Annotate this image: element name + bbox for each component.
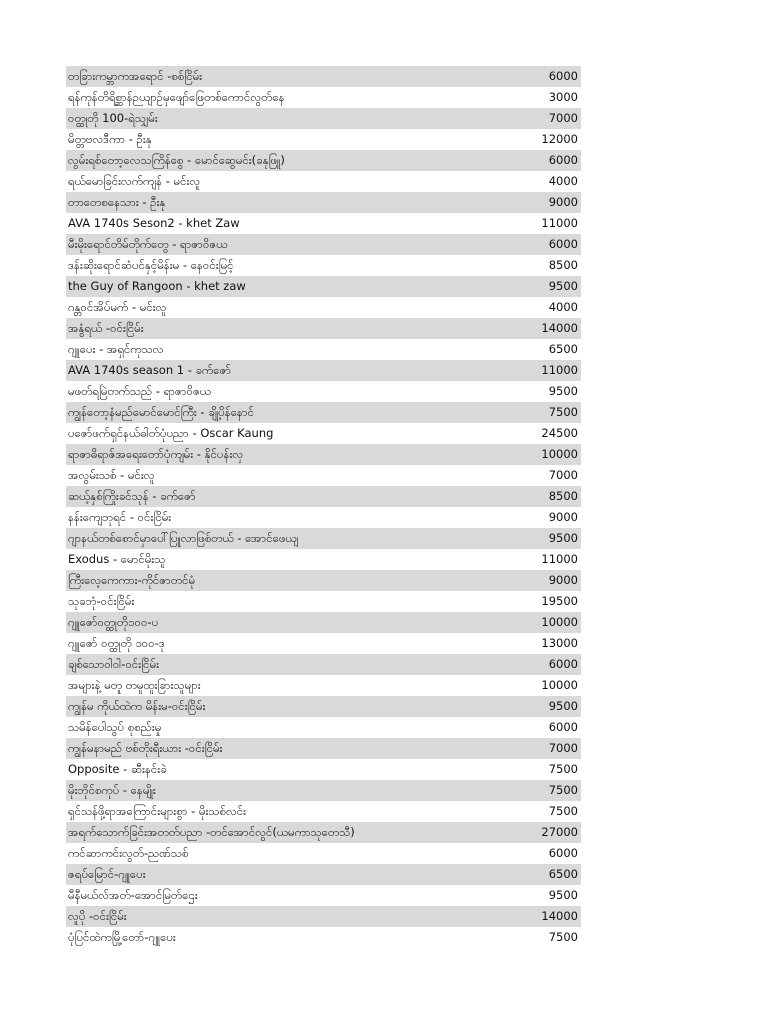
book-title-cell: ဆယ့်နှစ်ကြိုးခင်သုန် - ခက်ဇော် [68,489,196,503]
price-cell: 7500 [548,405,578,419]
table-row [66,843,581,864]
book-title-cell: ပုံပြင်ထဲကမြို့တော်-ဂျူပေး [68,930,176,944]
table-row [66,192,581,213]
price-cell: 9500 [548,384,578,398]
price-cell: 6000 [548,237,578,251]
book-title-cell: မီးမိုးရောင်တိမ်တိုက်တွေ - ရာဇာဝိဇယ [68,237,228,251]
table-row [66,738,581,759]
price-cell: 7500 [548,804,578,818]
table-row [66,507,581,528]
book-title-cell: ရယ်မောခြင်းလက်ကျန် - မင်းလူ [68,174,201,188]
price-cell: 14000 [541,909,578,923]
table-row [66,444,581,465]
price-cell: 8500 [548,489,578,503]
table-row [66,864,581,885]
table-row [66,906,581,927]
price-cell: 13000 [541,636,578,650]
table-row [66,780,581,801]
book-title-cell: မဖတ်ရမြဲတက်သည် - ရာဇာဝိဇယ [68,384,211,398]
price-cell: 24500 [541,426,578,440]
book-title-cell: သမိန်ပေါသွပ် စုစည်းမှု [68,720,162,734]
table-row [66,213,581,234]
table-row [66,633,581,654]
price-cell: 11000 [541,552,578,566]
book-title-cell: ဂန္တဝင်အိပ်မက် - မင်းလူ [68,300,167,314]
price-cell: 6000 [548,846,578,860]
price-cell: 9500 [548,279,578,293]
table-row [66,528,581,549]
book-title-cell: AVA 1740s Seson2 - khet Zaw [68,216,240,230]
book-title-cell: ရှင်သန်ဖို့ရာအကြောင်းများစွာ - မိုးသစ်လင်း [68,804,247,818]
table-row [66,297,581,318]
book-title-cell: အရက်သောက်ခြင်းအတတ်ပညာ -တင်အောင်လွင်(ယမကာသုတေသီ) [68,825,355,839]
price-cell: 7000 [548,741,578,755]
book-title-cell: ဒန်းဆိုးရောင်ဆံပင်နှင့်မိန်းမ - နေဝင်းမြင့် [68,258,234,272]
book-title-cell: မိုးဘိုင်စကုပ် - နေမျိုး [68,783,156,797]
price-cell: 10000 [541,678,578,692]
table-row [66,591,581,612]
price-cell: 9000 [548,510,578,524]
book-title-cell: ရန်ကုန်တိရိစ္ဆာန်ဉယျာဉ်မှဖျော်ဖြေတစ်ကောင်လွတ်နေ [68,90,285,104]
table-row [66,171,581,192]
book-title-cell: ကျွန်မ ကိုယ်ထဲက မိန်းမ-ဝင်းငြိမ်း [68,699,206,713]
price-cell: 11000 [541,216,578,230]
price-cell: 19500 [541,594,578,608]
book-title-cell: မီနီမယ်လ်အတ်-အောင်မြတ်ဌေး [68,888,198,902]
book-title-cell: အများနဲ့ မတူ တမူထူးခြားသူများ [68,678,201,692]
book-title-cell: ကျွန်မနာမည် ဗစ်တိုးရီးယား -ဝင်းငြိမ်း [68,741,223,755]
book-title-cell: Opposite - ဆီးနင်းခဲ [68,762,167,776]
book-title-cell: ဂျူဇော်ဝတ္ထုတို၁၀၀-ပ [68,615,159,629]
price-cell: 6000 [548,720,578,734]
book-title-cell: ဂျာနယ်တစ်စောင်မှာပေါ်ပြူလာဖြစ်တယ် - အောင်ဖေယျ [68,531,299,545]
price-cell: 14000 [541,321,578,335]
book-title-cell: အလွမ်းသစ် - မင်းလူ [68,468,155,482]
table-row [66,927,581,948]
book-title-cell: ဂျူဇော် ဝတ္ထုတို ၁၀၀-ဒု [68,636,165,650]
book-title-cell: ကြီးလေ့ကေကား-ကိုင်ဇာတင်မုံ [68,573,196,587]
book-price-table [66,66,581,948]
table-row [66,717,581,738]
table-row [66,339,581,360]
price-cell: 4000 [548,174,578,188]
table-row [66,654,581,675]
table-row [66,234,581,255]
table-row [66,87,581,108]
table-row [66,885,581,906]
table-row [66,759,581,780]
book-title-cell: နန်းကျေဘုရင် - ဝင်းငြိမ်း [68,510,172,524]
table-row [66,108,581,129]
table-row [66,402,581,423]
table-row [66,801,581,822]
book-title-cell: တခြားကမ္ဘာကအရောင် -စစ်ငြိမ်း [68,69,203,83]
table-row [66,570,581,591]
price-cell: 7500 [548,762,578,776]
price-cell: 9500 [548,699,578,713]
price-cell: 10000 [541,615,578,629]
table-row [66,675,581,696]
price-cell: 6000 [548,657,578,671]
table-row [66,360,581,381]
table-row [66,381,581,402]
price-cell: 9000 [548,573,578,587]
price-cell: 6000 [548,153,578,167]
book-title-cell: ကျွန်တော့နံမည်မောင်မောင်ကြီး - ချို့ပိန်နောင် [68,405,254,419]
price-cell: 27000 [541,825,578,839]
book-title-cell: ပဇော်ဖက်ရှင်နယ်ဓါတ်ပုံပညာ - Oscar Kaung [68,426,274,440]
book-title-cell: ဇရပ်မြောင်-ဂျူပေး [68,867,146,881]
price-cell: 7500 [548,930,578,944]
price-cell: 9000 [548,195,578,209]
price-cell: 4000 [548,300,578,314]
price-cell: 8500 [548,258,578,272]
table-row [66,150,581,171]
book-title-cell: တာတေစနေသား - ဦးနု [68,195,166,209]
table-row [66,822,581,843]
table-row [66,318,581,339]
book-title-cell: ကင်ဆာကင်းလွတ်-ညဏ်သစ် [68,846,189,860]
price-cell: 9500 [548,888,578,902]
book-title-cell: လူပို -ဝင်းငြိမ်း [68,909,127,923]
price-cell: 9500 [548,531,578,545]
book-title-cell: ရာဇာဓိရာဇ်အရေးတော်ပုံကျမ်း - နိုင်ပန်းလှ [68,447,244,461]
table-row [66,129,581,150]
book-title-cell: မိတ္တဗလဒီကာ - ဦးနု [68,132,152,146]
table-row [66,696,581,717]
table-row [66,423,581,444]
table-row [66,276,581,297]
book-title-cell: ချစ်သောဝါဝါ-ဝင်းငြိမ်း [68,657,159,671]
price-cell: 6500 [548,342,578,356]
price-cell: 7000 [548,111,578,125]
price-cell: 6000 [548,69,578,83]
price-cell: 7500 [548,783,578,797]
book-title-cell: လွမ်းရစ်တော့လေသကြိန်စွေ - မောင်ဆွေမင်း(ခနုဖြူ) [68,153,285,167]
table-row [66,255,581,276]
price-cell: 3000 [548,90,578,104]
table-row [66,549,581,570]
book-title-cell: ဝတ္ထုတို 100-ရဲသျှမ်း [68,111,158,125]
book-title-cell: Exodus - မောင်မိုးသူ [68,552,166,566]
book-title-cell: AVA 1740s season 1 - ခက်ဇော် [68,363,232,377]
table-row [66,465,581,486]
table-row [66,486,581,507]
price-cell: 7000 [548,468,578,482]
price-cell: 10000 [541,447,578,461]
book-title-cell: အနွံရယ် -ဝင်းငြိမ်း [68,321,144,335]
price-cell: 6500 [548,867,578,881]
price-cell: 12000 [541,132,578,146]
table-row [66,612,581,633]
book-title-cell: ဂျူပေး - အရှင်ကုသလ [68,342,164,356]
table-row [66,66,581,87]
book-title-cell: သုခဘုံ-ဝင်းငြိမ်း [68,594,135,608]
book-title-cell: the Guy of Rangoon - khet zaw [68,279,246,293]
price-cell: 11000 [541,363,578,377]
